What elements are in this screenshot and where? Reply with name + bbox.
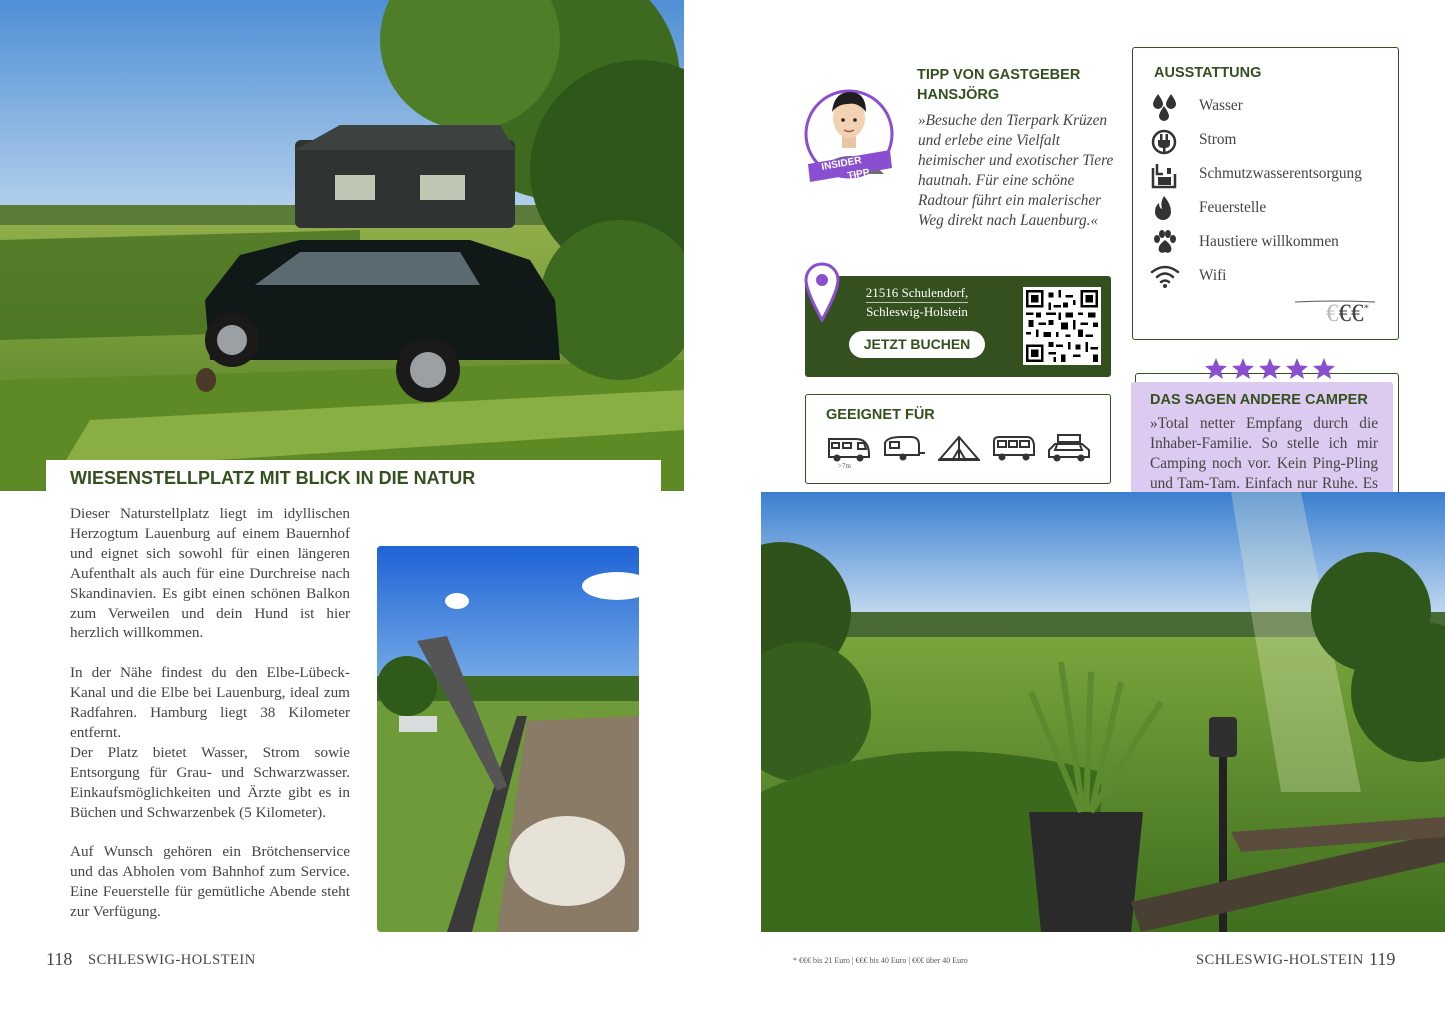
caravan-icon — [881, 433, 927, 469]
book-now-button[interactable]: JETZT BUCHEN — [849, 331, 985, 358]
paragraph: Dieser Naturstellplatz liegt im idyllischen Herzogtum Lauenburg auf einem Bauernhof und eignet sich sowohl für einen längeren Aufenthalt als auch für eine Durchreise nach Skandinavien. Es gibt einen schönen Balkon zum Verweilen und dein Hund ist hier herzlich willkommen. — [70, 505, 350, 642]
price-category — [1326, 300, 1369, 328]
badge-insider-text: INSIDER — [820, 155, 863, 173]
article-title: WIESENSTELLPLATZ MIT BLICK IN DIE NATUR — [46, 460, 661, 492]
photo-car-with-roof-tent — [0, 0, 684, 491]
roof-tent-car-icon — [1046, 433, 1092, 469]
paragraph: In der Nähe findest du den Elbe-Lübeck-Kanal und die Elbe bei Lauenburg, ideal zum Radfahren. Hamburg liegt 38 Kilometer entfernt. — [70, 664, 350, 741]
suitable-for-box — [805, 394, 1111, 484]
van-icon — [991, 433, 1037, 469]
star-icon — [1232, 358, 1254, 379]
address-line2: Schleswig-Holstein — [866, 304, 968, 319]
booking-box — [805, 276, 1111, 377]
price-dim: € — [1326, 300, 1339, 327]
amenities-box — [1132, 47, 1399, 340]
star-icon — [1205, 358, 1227, 379]
amenity-label: Wasser — [1199, 97, 1243, 114]
article-body — [70, 504, 350, 942]
badge-tipp-text: TIPP — [846, 167, 871, 182]
host-tip-heading — [917, 65, 1117, 105]
amenity-label: Feuerstelle — [1199, 199, 1267, 216]
wastewater-icon — [1149, 160, 1183, 190]
review-text: »Total netter Empfang durch die Inhaber-Familie. So stelle ich mir Camping noch vor. Kein Ping-Pling und Tam-Tam. Einfach nur Ruhe. Es — [1150, 415, 1378, 492]
amenity-fireplace — [1149, 194, 1389, 224]
running-header-left: SCHLESWIG-HOLSTEIN — [88, 952, 256, 968]
suitable-for-heading: GEEIGNET FÜR — [826, 407, 935, 423]
amenity-wifi — [1149, 262, 1389, 292]
motorhome-icon — [826, 433, 872, 469]
paragraph: Der Platz bietet Wasser, Strom sowie Entsorgung für Grau- und Schwarzwasser. Einkaufsmöglichkeiten und Ärzte gibt es in Büchen und Schwarzenbek (5 Kilometer). — [70, 743, 350, 821]
location-pin-icon — [804, 262, 840, 322]
star-icon — [1286, 358, 1308, 379]
price-active: €€ — [1338, 300, 1364, 327]
paragraph: Auf Wunsch gehören ein Brötchenservice und das Abholen vom Bahnhof zum Service. Eine Feuerstelle für gemütliche Abende steht zur Verfügung. — [70, 843, 350, 921]
star-icon — [1313, 358, 1335, 379]
photo-field-view — [761, 492, 1445, 932]
amenity-label: Haustiere willkommen — [1199, 233, 1339, 250]
water-drops-icon — [1149, 92, 1183, 122]
amenity-water — [1149, 92, 1389, 122]
amenities-heading: AUSSTATTUNG — [1154, 65, 1262, 81]
address-line1: 21516 Schulendorf, — [866, 284, 969, 303]
host-tip-heading-line1: TIPP VON GASTGEBER — [917, 67, 1081, 83]
photo-balcony-deck — [377, 546, 639, 932]
page-number-left: 118 — [46, 949, 73, 969]
amenity-wastewater — [1149, 160, 1389, 190]
star-icon — [1259, 358, 1281, 379]
price-footnote-mark: * — [1363, 302, 1369, 315]
review-heading: DAS SAGEN ANDERE CAMPER — [1150, 392, 1368, 408]
host-tip-text: »Besuche den Tierpark Krüzen und erlebe eine Vielfalt heimischer und exotischer Tiere hautnah. Für eine schöne Radtour führt ein malerischer Weg direkt nach Lauenburg.« — [918, 112, 1114, 229]
host-avatar — [802, 78, 902, 188]
amenity-label: Wifi — [1199, 267, 1227, 284]
running-header-right: SCHLESWIG-HOLSTEIN — [1196, 952, 1364, 968]
price-footnote: * €€€ bis 21 Euro | €€€ bis 40 Euro | €€€ über 40 Euro — [793, 956, 968, 965]
amenity-power — [1149, 126, 1389, 156]
rating-stars — [1204, 357, 1338, 381]
motorhome-length-note: >7m — [838, 462, 851, 470]
paw-icon — [1149, 228, 1183, 258]
tent-icon — [936, 433, 982, 469]
power-plug-icon — [1149, 126, 1183, 156]
wifi-icon — [1149, 262, 1183, 292]
address — [845, 284, 989, 320]
amenity-pets — [1149, 228, 1389, 258]
host-tip-heading-line2: HANSJÖRG — [917, 87, 1000, 103]
vehicle-icons — [826, 433, 1092, 473]
amenity-label: Schmutzwasserentsorgung — [1199, 165, 1362, 182]
page-number-right: 119 — [1369, 949, 1396, 969]
qr-code-icon[interactable] — [1023, 287, 1101, 365]
amenity-label: Strom — [1199, 131, 1237, 148]
fire-icon — [1149, 194, 1183, 224]
